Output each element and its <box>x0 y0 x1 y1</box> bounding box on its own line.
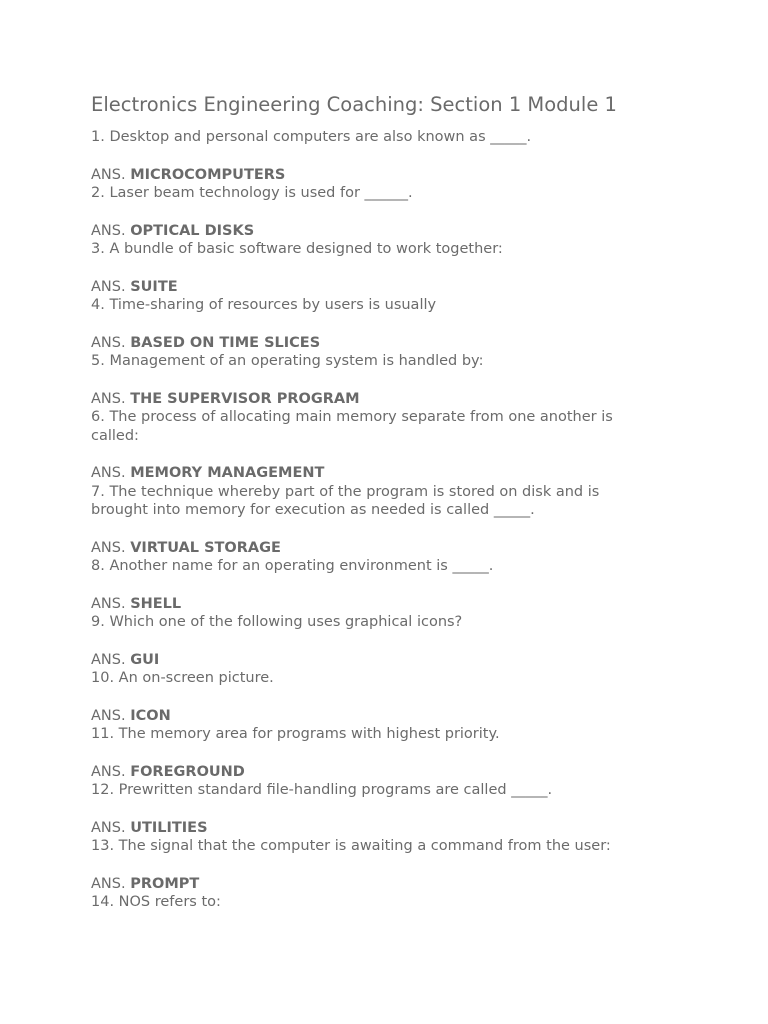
answer-line <box>91 875 651 894</box>
answer-prefix: ANS. <box>91 465 126 481</box>
answer-line <box>91 595 651 614</box>
answer-value: FOREGROUND <box>130 763 245 780</box>
answer-line <box>91 222 651 241</box>
answer-line <box>91 334 651 353</box>
question-text: 7. The technique whereby part of the program is stored on disk and is brought into memory for execution as needed is called _____. <box>91 483 600 518</box>
answer-prefix: ANS. <box>91 278 126 295</box>
answer-value: ICON <box>130 707 171 724</box>
qa-list <box>91 128 651 912</box>
answer-line <box>91 278 651 297</box>
answer-prefix: ANS. <box>91 763 126 780</box>
answer-value: PROMPT <box>130 875 200 892</box>
question-text: 2. Laser beam technology is used for ______. <box>91 185 413 201</box>
question-text: 1. Desktop and personal computers are also known as _____. <box>91 129 532 145</box>
answer-prefix: ANS. <box>91 875 126 892</box>
answer-prefix: ANS. <box>91 651 126 668</box>
answer-prefix: ANS. <box>91 539 126 556</box>
question-text: 8. Another name for an operating environment is _____. <box>91 558 494 574</box>
answer-prefix: ANS. <box>91 334 126 351</box>
answer-value: SUITE <box>130 278 178 295</box>
answer-prefix: ANS. <box>91 707 126 724</box>
answer-line <box>91 819 651 838</box>
answer-value: SHELL <box>130 595 182 612</box>
question-text: 11. The memory area for programs with highest priority. <box>91 726 500 742</box>
answer-value: GUI <box>130 651 160 668</box>
answer-line <box>91 707 651 726</box>
document-title: Electronics Engineering Coaching: Section 1 Module 1 <box>91 93 617 116</box>
answer-prefix: ANS. <box>91 222 126 239</box>
answer-prefix: ANS. <box>91 819 126 836</box>
question-text: 14. NOS refers to: <box>91 894 221 910</box>
answer-value: VIRTUAL STORAGE <box>130 539 281 556</box>
answer-line <box>91 166 651 185</box>
question-text: 6. The process of allocating main memory separate from one another is called: <box>91 409 613 444</box>
answer-line <box>91 763 651 782</box>
answer-value: OPTICAL DISKS <box>130 222 255 239</box>
question-text: 13. The signal that the computer is awaiting a command from the user: <box>91 838 611 854</box>
answer-value: BASED ON TIME SLICES <box>130 334 321 351</box>
question-text: 3. A bundle of basic software designed to work together: <box>91 241 503 257</box>
question-text: 10. An on-screen picture. <box>91 670 274 686</box>
question-text: 5. Management of an operating system is handled by: <box>91 353 484 369</box>
question-text: 12. Prewritten standard file-handling programs are called _____. <box>91 782 553 798</box>
answer-prefix: ANS. <box>91 166 126 183</box>
document-page <box>91 92 651 912</box>
answer-line <box>91 464 651 483</box>
answer-line <box>91 539 651 558</box>
question-text: 9. Which one of the following uses graphical icons? <box>91 614 463 630</box>
question-text: 4. Time-sharing of resources by users is usually <box>91 297 437 313</box>
answer-value: MEMORY MANAGEMENT <box>130 465 325 481</box>
answer-prefix: ANS. <box>91 595 126 612</box>
answer-value: UTILITIES <box>130 819 208 836</box>
answer-prefix: ANS. <box>91 390 126 407</box>
answer-line <box>91 390 651 409</box>
answer-value: MICROCOMPUTERS <box>130 166 286 183</box>
answer-value: THE SUPERVISOR PROGRAM <box>130 390 360 407</box>
answer-line <box>91 651 651 670</box>
